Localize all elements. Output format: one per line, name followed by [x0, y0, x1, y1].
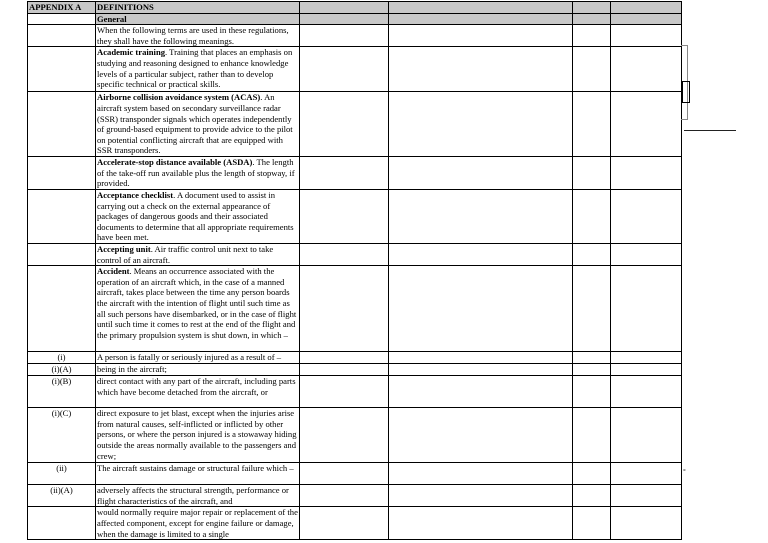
table-row — [28, 92, 682, 157]
row-number — [28, 156, 96, 189]
table-row — [28, 243, 682, 265]
table-row — [28, 156, 682, 189]
empty-cell — [300, 189, 389, 243]
empty-cell — [300, 463, 389, 485]
row-number: (ii) — [28, 463, 96, 485]
definition-text — [96, 25, 300, 47]
empty-cell — [300, 408, 389, 463]
empty-cell — [611, 266, 682, 352]
empty-cell — [300, 376, 389, 408]
row-number — [28, 92, 96, 157]
definition-text — [96, 47, 300, 92]
term-description: direct contact with any part of the aircraft, including parts which have become detached from the aircraft, or — [97, 376, 296, 397]
empty-cell — [611, 156, 682, 189]
empty-cell — [573, 266, 611, 352]
empty-cell — [389, 376, 573, 408]
empty-cell — [300, 92, 389, 157]
empty-cell — [611, 507, 682, 540]
empty-cell — [300, 243, 389, 265]
definition-text — [96, 364, 300, 376]
row-number — [28, 266, 96, 352]
definition-text — [96, 376, 300, 408]
row-number — [28, 243, 96, 265]
empty-cell — [573, 485, 611, 507]
empty-cell — [300, 485, 389, 507]
table-row — [28, 266, 682, 352]
empty-cell — [389, 507, 573, 540]
empty-cell — [573, 189, 611, 243]
empty-cell — [389, 352, 573, 364]
definition-text — [96, 266, 300, 352]
term-description: The aircraft sustains damage or structural failure which – — [97, 463, 294, 474]
row-number: (ii)(A) — [28, 485, 96, 507]
definition-text — [96, 485, 300, 507]
definition-text — [96, 243, 300, 265]
definition-text — [96, 156, 300, 189]
section-title: DEFINITIONS — [96, 2, 300, 14]
table-row — [28, 364, 682, 376]
empty-cell — [300, 156, 389, 189]
empty-cell — [611, 92, 682, 157]
empty-cell — [389, 485, 573, 507]
empty-cell — [573, 507, 611, 540]
definition-text — [96, 92, 300, 157]
table-row — [28, 352, 682, 364]
empty-cell — [300, 352, 389, 364]
definition-rows — [28, 25, 682, 540]
table-row — [28, 463, 682, 485]
term-description: adversely affects the structural strength, performance or flight characteristics of the aircraft, and — [97, 485, 289, 506]
empty-cell — [611, 25, 682, 47]
definitions-table — [27, 1, 682, 540]
section-subtitle: General — [96, 13, 300, 25]
empty-cell — [573, 364, 611, 376]
empty-cell — [611, 463, 682, 485]
empty-cell — [300, 266, 389, 352]
row-number — [28, 25, 96, 47]
empty-cell — [389, 25, 573, 47]
empty-cell — [389, 463, 573, 485]
empty-cell — [611, 364, 682, 376]
row-number: (i)(A) — [28, 364, 96, 376]
subheader-row — [28, 13, 682, 25]
definition-text — [96, 189, 300, 243]
term-name: Accepting unit — [97, 243, 151, 254]
table-row — [28, 485, 682, 507]
empty-cell — [389, 156, 573, 189]
empty-cell — [573, 352, 611, 364]
table-row — [28, 25, 682, 47]
definition-text — [96, 507, 300, 540]
ghost-dot: ° — [683, 469, 686, 476]
empty-cell — [389, 243, 573, 265]
empty-cell — [573, 243, 611, 265]
empty-cell — [611, 352, 682, 364]
empty-cell — [389, 189, 573, 243]
empty-cell — [611, 47, 682, 92]
row-number: (i) — [28, 352, 96, 364]
term-name: Accident — [97, 266, 130, 277]
term-description: . Training that places an emphasis on studying and reasoning designed to enhance knowledge levels of a particular subject, rather than to develop specific technical or practical skills. — [97, 47, 293, 90]
term-name: Airborne collision avoidance system (ACAS) — [97, 92, 261, 103]
table-row — [28, 408, 682, 463]
empty-cell — [573, 47, 611, 92]
empty-cell — [573, 92, 611, 157]
term-description: would normally require major repair or replacement of the affected component, except for engine failure or damage, when the damage is limited to a single — [97, 507, 298, 539]
empty-cell — [389, 408, 573, 463]
definition-text — [96, 408, 300, 463]
empty-cell — [573, 463, 611, 485]
term-name: Accelerate-stop distance available (ASDA) — [97, 156, 253, 167]
term-description: being in the aircraft; — [97, 364, 167, 375]
appendix-label: APPENDIX A — [28, 2, 96, 14]
term-description: . Air traffic control unit next to take control of an aircraft. — [97, 243, 274, 265]
empty-cell — [389, 92, 573, 157]
term-description: . An aircraft system based on secondary surveillance radar (SSR) transponder signals which operates independently of ground-based equipment to provide advice to the pilot on potential conflicting aircraft that are equipped with SSR transponders. — [97, 92, 293, 156]
table-row — [28, 376, 682, 408]
empty-cell — [611, 485, 682, 507]
empty-cell — [300, 507, 389, 540]
row-number: (i)(B) — [28, 376, 96, 408]
empty-cell — [389, 47, 573, 92]
empty-cell — [611, 408, 682, 463]
ghost-box — [682, 81, 690, 103]
header-row — [28, 2, 682, 14]
empty-cell — [389, 364, 573, 376]
row-number — [28, 507, 96, 540]
term-description: direct exposure to jet blast, except when the injuries arise from natural causes, self-inflicted or inflicted by other persons, or where the person injured is a stowaway hiding outside the areas normally available to the passengers and crew; — [97, 408, 297, 461]
ghost-rule — [684, 130, 736, 131]
empty-cell — [611, 189, 682, 243]
empty-cell — [573, 408, 611, 463]
table-row — [28, 189, 682, 243]
term-name: Academic training — [97, 47, 166, 58]
table-row — [28, 47, 682, 92]
term-description: A person is fatally or seriously injured as a result of – — [97, 352, 282, 363]
empty-cell — [389, 266, 573, 352]
row-number — [28, 47, 96, 92]
empty-cell — [573, 376, 611, 408]
empty-cell — [300, 47, 389, 92]
term-description: . Means an occurrence associated with the operation of an aircraft which, in the case of a manned aircraft, takes place between the time any person boards the aircraft with the intention of flight until such time as all such persons have disembarked, or in the case of flight until such time it comes to rest at the end of the flight and the primary propulsion system is shut down, in which – — [97, 266, 297, 340]
empty-cell — [611, 376, 682, 408]
row-number: (i)(C) — [28, 408, 96, 463]
definition-text — [96, 352, 300, 364]
term-name: Acceptance checklist — [97, 189, 174, 200]
empty-cell — [573, 156, 611, 189]
term-description: . The length of the take-off run available plus the length of stopway, if provided. — [97, 156, 295, 189]
empty-cell — [611, 243, 682, 265]
empty-cell — [300, 25, 389, 47]
term-description: When the following terms are used in these regulations, they shall have the following meanings. — [97, 25, 289, 46]
term-description: . A document used to assist in carrying out a check on the external appearance of packages of dangerous goods and their associated documents to determine that all appropriate requirements have been met. — [97, 189, 294, 243]
row-number — [28, 189, 96, 243]
empty-cell — [300, 364, 389, 376]
table-row — [28, 507, 682, 540]
definition-text — [96, 463, 300, 485]
empty-cell — [573, 25, 611, 47]
